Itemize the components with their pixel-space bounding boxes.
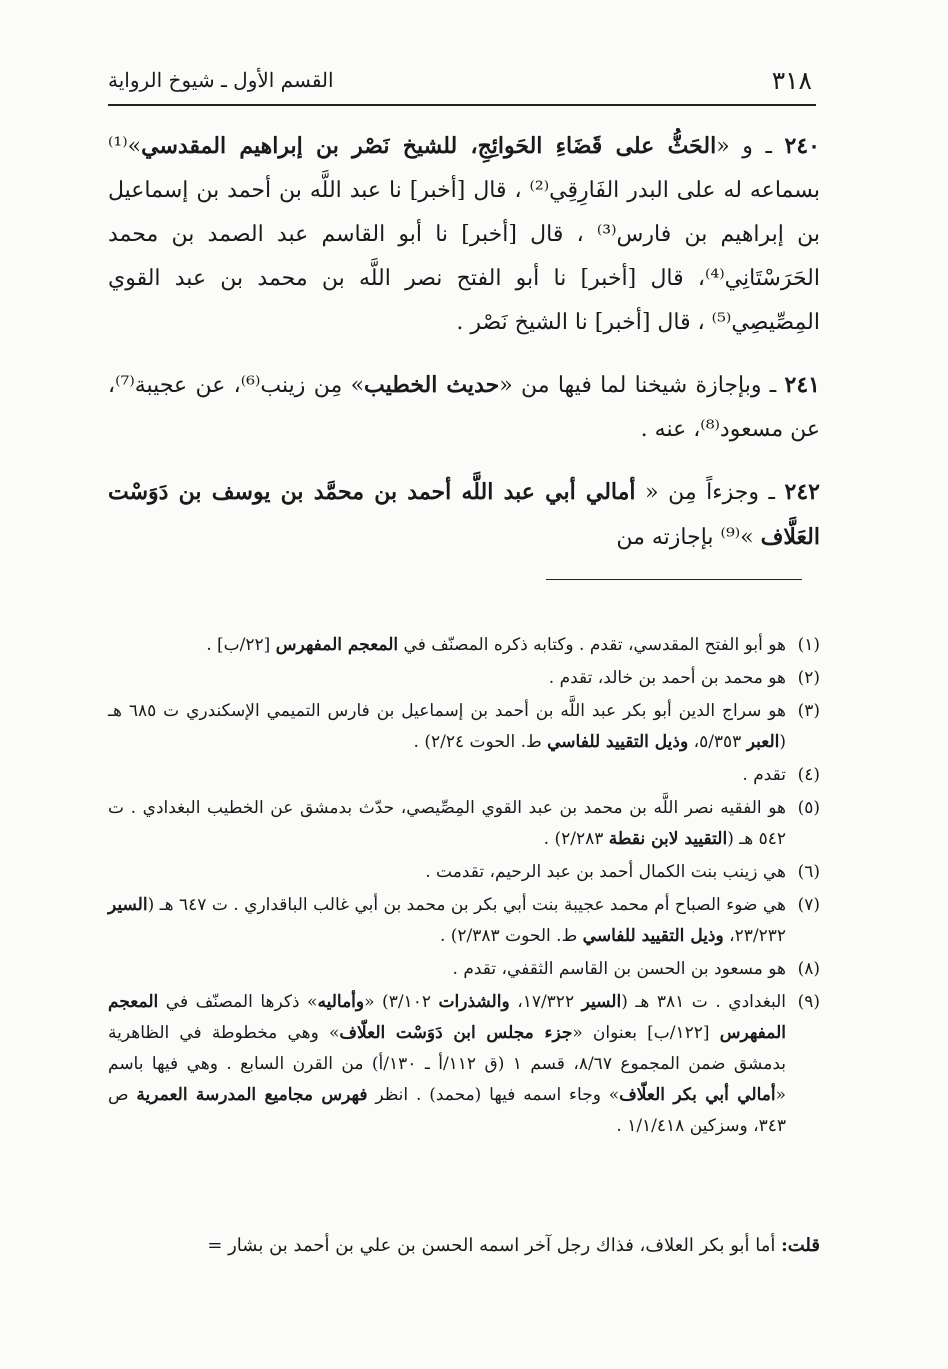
footnote-text-run: هو محمد بن أحمد بن خالد، تقدم . [548, 668, 786, 688]
footnote-1 [108, 630, 820, 661]
book-title: أمالي أبي عبد اللَّه أحمد بن محمَّد بن يوسف بن دَوَسْت العَلَّاف [108, 479, 820, 550]
footnote-9 [108, 987, 820, 1142]
footnote-text-run: ط. الحوت ٢/٢٤) . [413, 732, 548, 752]
closing-note-label: قلت: [781, 1235, 820, 1256]
entry-number: ٢٤١ [784, 372, 820, 398]
footnote-8 [108, 954, 820, 985]
footnote-text-run: هو الفقيه نصر اللَّه بن محمد بن عبد القوي المِصِّيصي، حدّث بدمشق عن الخطيب البغدادي . ت ٥٤٢ هـ ( [108, 798, 786, 849]
entry-number: ٢٤٠ [784, 133, 820, 159]
footnote-reference-title: المعجم المفهرس [275, 635, 399, 655]
footnote-reference-title: التقييد لابن نقطة [608, 829, 728, 849]
footnote-text [108, 663, 786, 694]
entry-text: ـ و « [716, 134, 785, 159]
footnote-number: (٥) [797, 798, 820, 818]
footnote-text [108, 954, 786, 985]
footnote-text-run: ٣/١٠٢) « [364, 992, 439, 1012]
closing-note-text: أما أبو بكر العلاف، فذاك رجل آخر اسمه الحسن بن علي بن أحمد بن بشار = [207, 1235, 782, 1256]
entry-text: ـ وجزءاً مِن « [635, 480, 785, 505]
footnote-number: (٦) [797, 862, 820, 882]
entry-number: ٢٤٢ [784, 479, 820, 505]
footnote-text-run: ٢/٢٨٣) . [543, 829, 609, 849]
footnote-reference-title: وأماليه [317, 992, 365, 1012]
footnote-text-run: » ذكرها المصنّف في [158, 992, 318, 1012]
footnote-number: (١) [797, 635, 820, 655]
page-number: ٣١٨ [771, 66, 812, 95]
footnote-5 [108, 793, 820, 855]
footnote-text-run: هو مسعود بن الحسن بن القاسم الثقفي، تقدم . [452, 959, 786, 979]
book-title: حديث الخطيب [364, 372, 500, 398]
footnotes [108, 630, 820, 1144]
footnote-number: (٢) [797, 668, 820, 688]
footnote-text-run: ٥/٣٥٣، [688, 732, 747, 752]
footnote-reference-title: وذيل التقييد للفاسي [582, 926, 724, 946]
footnote-text-run: هو أبو الفتح المقدسي، تقدم . وكتابه ذكره المصنّف في [398, 635, 786, 655]
footnote-text [108, 793, 786, 855]
footnote-text-run: ط. الحوت ٢/٣٨٣) . [439, 926, 583, 946]
footnote-number: (٩) [797, 992, 820, 1012]
footnote-text [108, 760, 786, 791]
closing-note [90, 1230, 820, 1262]
entry-text: » مِن زينب⁽⁶⁾، عن عجيبة⁽⁷⁾، عن مسعود⁽⁸⁾، عنه . [108, 373, 820, 442]
footnote-4 [108, 760, 820, 791]
footnote-text-run: [٢٢/ب] . [206, 635, 276, 655]
footnote-number: (٣) [797, 701, 820, 721]
footnote-text [108, 987, 786, 1142]
footnote-7 [108, 890, 820, 952]
footnote-reference-title: أمالي أبي بكر العلّاف [619, 1085, 776, 1105]
page-header [108, 58, 816, 106]
footnote-reference-title: والشذرات [438, 992, 510, 1012]
footnote-reference-title: السير [581, 992, 622, 1012]
footnote-text-run: ص ٣٤٣، وسزكين ١/١/٤١٨ . [108, 1085, 786, 1136]
footnote-text-run: البغدادي . ت ٣٨١ هـ ( [621, 992, 787, 1012]
footnote-separator [546, 579, 802, 580]
footnote-text [108, 696, 786, 758]
running-title: القسم الأول ـ شيوخ الرواية [108, 68, 334, 92]
footnote-text-run: هو سراج الدين أبو بكر عبد اللَّه بن أحمد بن إسماعيل بن فارس التميمي الإسكندري ت ٦٨٥ هـ ( [108, 701, 786, 752]
footnote-reference-title: وذيل التقييد للفاسي [547, 732, 689, 752]
footnote-text-run: [١٢٢/ب] بعنوان « [572, 1023, 720, 1043]
footnote-number: (٧) [797, 895, 820, 915]
entry-text: »⁽⁹⁾ بإجازته من [616, 525, 761, 550]
footnote-reference-title: السير [108, 895, 148, 915]
footnote-reference-title: العبر [746, 732, 780, 752]
footnote-text [108, 890, 786, 952]
footnote-reference-title: جزء مجلس ابن دَوَسْت العلّاف [339, 1023, 573, 1043]
footnote-text [108, 630, 786, 661]
footnote-number: (٤) [797, 765, 820, 785]
footnote-reference-title: المعجم المفهرس [108, 992, 787, 1043]
footnote-text-run: ٢٣/٢٣٢، [723, 926, 786, 946]
book-title: الحَثُّ على قَضَاءِ الحَوائِجِ، للشيخ نَصْر بن إبراهيم المقدسي [141, 133, 717, 159]
entry-text: ـ وبإجازة شيخنا لما فيها من « [499, 373, 785, 398]
footnote-text-run: هي ضوء الصباح أم محمد عجيبة بنت أبي بكر بن محمد بن أبي غالب الباقداري . ت ٦٤٧ هـ ( [147, 895, 786, 915]
footnote-text-run: ١٧/٣٢٢، [509, 992, 582, 1012]
footnote-2 [108, 663, 820, 694]
main-text [108, 124, 820, 578]
footnote-text-run: هي زينب بنت الكمال أحمد بن عبد الرحيم، تقدمت . [425, 862, 786, 882]
footnote-text-run: تقدم . [742, 765, 786, 785]
footnote-text [108, 857, 786, 888]
footnote-text-run: » وجاء اسمه فيها (محمد) . انظر [367, 1085, 620, 1105]
footnote-number: (٨) [797, 959, 820, 979]
footnote-text-run: » وهي مخطوطة في الظاهرية بدمشق ضمن المجموع ٨/٦٧، قسم ١ (ق ١١٢/أ ـ ١٣٠/أ) من القرن السابع . وهي فيها باسم « [108, 1023, 786, 1105]
entry-240 [108, 124, 820, 345]
footnote-3 [108, 696, 820, 758]
entry-242 [108, 470, 820, 560]
entry-text: »⁽¹⁾ بسماعه له على البدر الفَارِقِي⁽²⁾ ، قال [أخبر] نا عبد اللَّه بن أحمد بن إسماعيل بن إبراهيم بن فارس⁽³⁾ ، قال [أخبر] نا أبو القاسم عبد الصمد بن محمد الحَرَسْتَانِي⁽⁴⁾، قال [أخبر] نا أبو الفتح نصر اللَّه بن محمد بن عبد القوي المِصِّيصِي⁽⁵⁾ ، قال [أخبر] نا الشيخ نَصْر . [108, 134, 820, 335]
footnote-6 [108, 857, 820, 888]
footnote-reference-title: فهرس مجاميع المدرسة العمرية [136, 1085, 368, 1105]
entry-241 [108, 363, 820, 452]
